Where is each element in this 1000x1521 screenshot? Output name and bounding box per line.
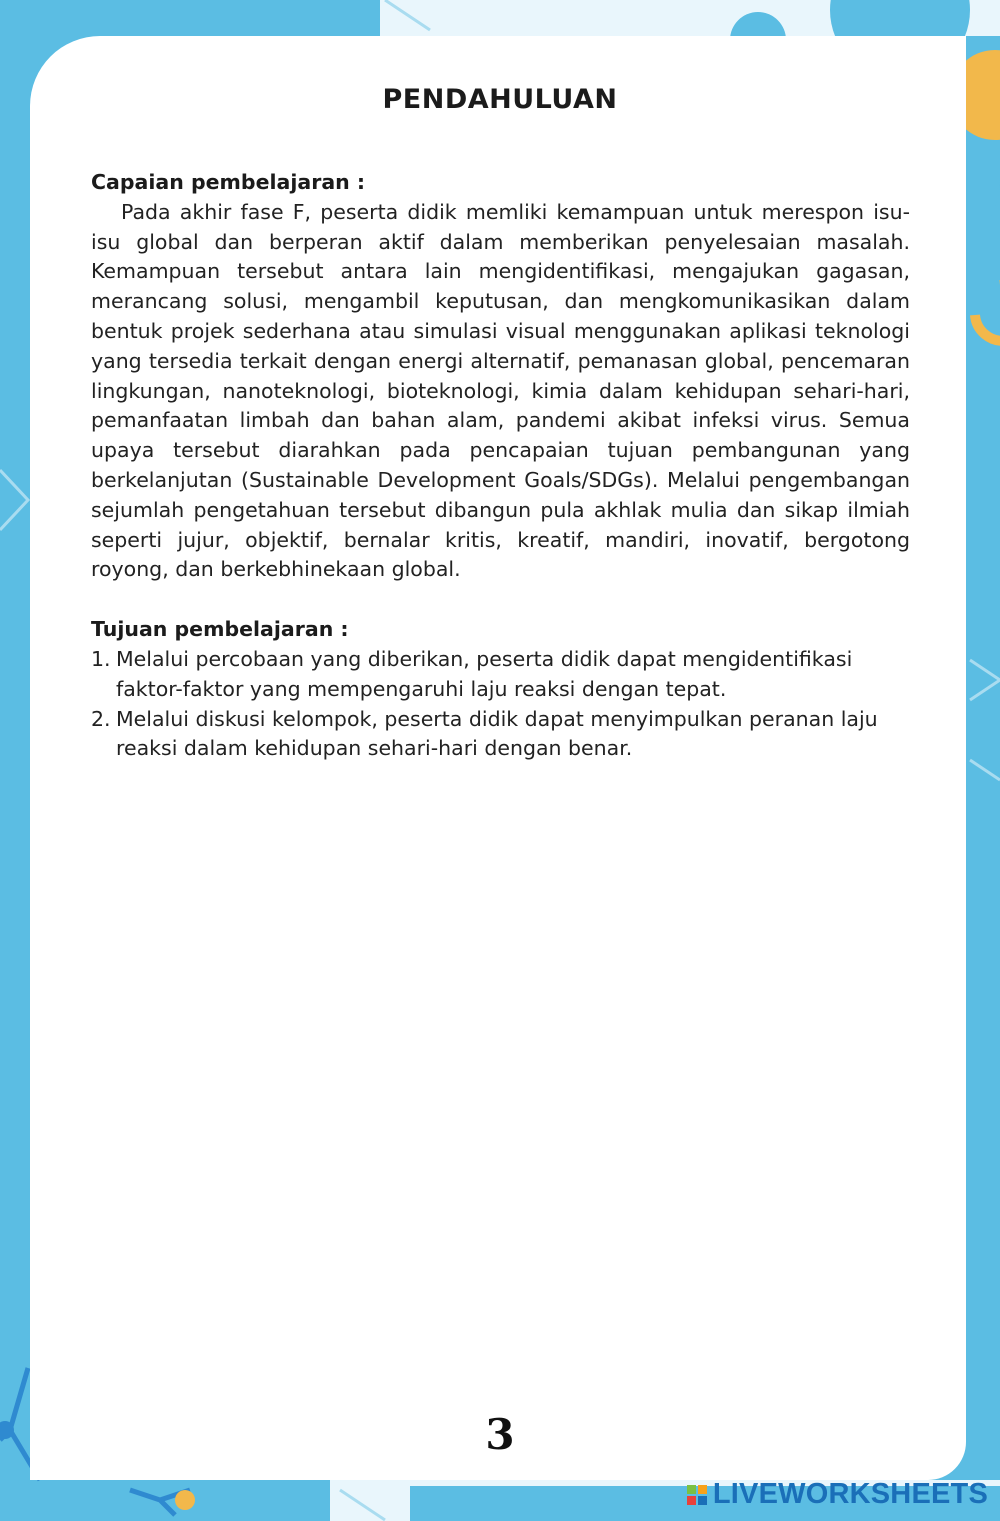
- document-content: [91, 168, 910, 764]
- list-item-number: 2.: [91, 706, 111, 731]
- list-item: [91, 645, 910, 705]
- section-heading-capaian: Capaian pembelajaran :: [91, 170, 366, 194]
- list-item: [91, 705, 910, 765]
- page-title: PENDAHULUAN: [382, 84, 618, 115]
- section-heading-tujuan: Tujuan pembelajaran :: [91, 617, 349, 642]
- capaian-paragraph: Pada akhir fase F, peserta didik memliki kemampuan untuk merespon isu-isu global dan berperan aktif dalam memberikan penyelesaian masalah. Kemampuan tersebut antara lain mengidentifikasi, mengajukan gagasan, merancang solusi, mengambil keputusan, dan mengkomunikasikan dalam bentuk projek sederhana atau simulasi visual menggunakan aplikasi teknologi yang tersedia terkait dengan energi alternatif, pemanasan global, pencemaran lingkungan, nanoteknologi, bioteknologi, kimia dalam kehidupan sehari-hari, pemanfaatan limbah dan bahan alam, pandemi akibat infeksi virus. Semua upaya tersebut diarahkan pada pencapaian tujuan pembangunan yang berkelanjutan (Sustainable Development Goals/SDGs). Melalui pengembangan sejumlah pengetahuan tersebut dibangun pula akhlak mulia dan sikap ilmiah seperti jujur, objektif, bernalar kritis, kreatif, mandiri, inovatif, bergotong royong, dan berkebhinekaan global.: [91, 199, 910, 582]
- list-item-text: Melalui diskusi kelompok, peserta didik dapat menyimpulkan peranan laju reaksi dalam kehidupan sehari-hari dengan benar.: [116, 706, 878, 761]
- tujuan-list: [91, 645, 910, 764]
- list-item-text: Melalui percobaan yang diberikan, peserta didik dapat mengidentifikasi faktor-faktor yang mempengaruhi laju reaksi dengan tepat.: [116, 646, 853, 701]
- page-number: 3: [485, 1410, 515, 1459]
- liveworksheets-logo-icon: [687, 1485, 707, 1505]
- watermark[interactable]: [687, 1478, 988, 1511]
- list-item-number: 1.: [91, 646, 111, 671]
- watermark-text: LIVEWORKSHEETS: [712, 1478, 988, 1510]
